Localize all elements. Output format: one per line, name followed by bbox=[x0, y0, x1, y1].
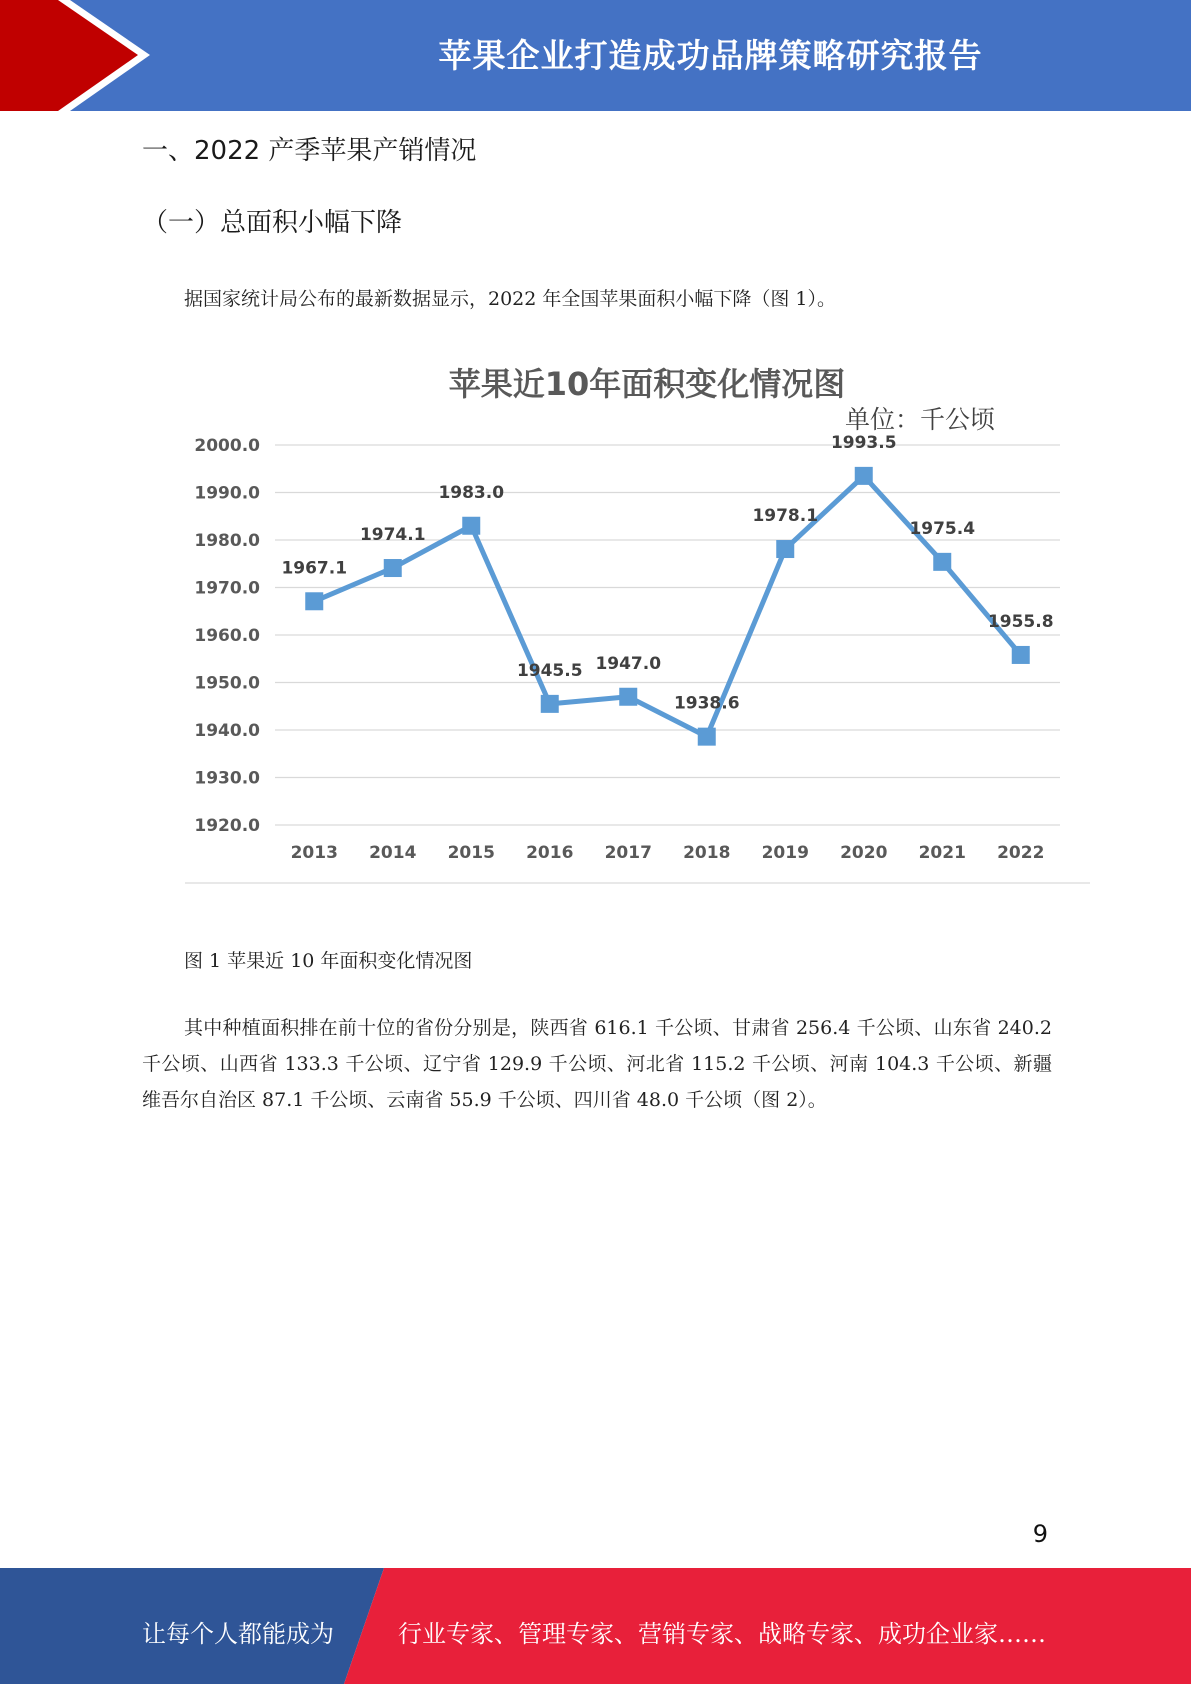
x-tick-label: 2019 bbox=[761, 843, 809, 863]
area-line-chart bbox=[180, 350, 1100, 895]
series-line bbox=[314, 476, 1021, 737]
x-tick-label: 2017 bbox=[604, 843, 652, 863]
data-label: 1938.6 bbox=[673, 693, 740, 714]
x-tick-label: 2014 bbox=[369, 843, 417, 863]
x-tick-label: 2015 bbox=[447, 843, 495, 863]
figure-caption: 图 1 苹果近 10 年面积变化情况图 bbox=[184, 950, 473, 972]
data-label: 1947.0 bbox=[595, 653, 662, 674]
y-tick-label: 1960.0 bbox=[194, 626, 260, 646]
chart-svg bbox=[180, 350, 1100, 895]
data-point-marker bbox=[619, 688, 637, 706]
report-title: 苹果企业打造成功品牌策略研究报告 bbox=[438, 36, 983, 75]
data-point-marker bbox=[384, 559, 402, 577]
footer-slogan-left: 让每个人都能成为 bbox=[142, 1620, 334, 1648]
y-tick-label: 1930.0 bbox=[194, 768, 260, 789]
x-tick-label: 2016 bbox=[526, 843, 574, 863]
section-subheading: （一）总面积小幅下降 bbox=[142, 208, 403, 238]
data-point-marker bbox=[462, 517, 480, 535]
data-point-marker bbox=[855, 467, 873, 485]
x-tick-label: 2020 bbox=[840, 843, 888, 863]
data-point-marker bbox=[541, 695, 559, 713]
chart-title: 苹果近10年面积变化情况图 bbox=[448, 365, 846, 403]
data-point-marker bbox=[698, 728, 716, 746]
data-point-marker bbox=[933, 553, 951, 571]
x-tick-label: 2013 bbox=[290, 843, 338, 863]
data-label: 1993.5 bbox=[830, 432, 897, 453]
data-point-marker bbox=[776, 540, 794, 558]
header-banner bbox=[0, 0, 1191, 111]
y-tick-label: 1970.0 bbox=[194, 578, 260, 599]
y-tick-label: 1950.0 bbox=[194, 673, 260, 694]
section-heading: 一、2022 产季苹果产销情况 bbox=[142, 136, 477, 166]
data-point-marker bbox=[1012, 646, 1030, 664]
x-tick-label: 2018 bbox=[683, 843, 731, 863]
data-label: 1967.1 bbox=[281, 558, 348, 579]
chart-unit-label: 单位：千公顷 bbox=[845, 405, 996, 434]
footer-slogan-right: 行业专家、管理专家、营销专家、战略专家、成功企业家…… bbox=[398, 1620, 1046, 1648]
detail-paragraph: 其中种植面积排在前十位的省份分别是，陕西省 616.1 千公顷、甘肃省 256.4 千公顷、山东省 240.2 千公顷、山西省 133.3 千公顷、辽宁省 129.9 千公顷、河北省 115.2 千公顷、河南 104.3 千公顷、新疆维吾尔自治区 87.1 千公顷、云南省 55.9 千公顷、四川省 48.0 千公顷（图 2）。 bbox=[142, 1017, 1052, 1111]
data-label: 1955.8 bbox=[987, 611, 1054, 632]
data-label: 1974.1 bbox=[359, 525, 426, 546]
intro-paragraph: 据国家统计局公布的最新数据显示，2022 年全国苹果面积小幅下降（图 1）。 bbox=[184, 288, 837, 310]
data-label: 1983.0 bbox=[438, 482, 505, 503]
y-tick-label: 1920.0 bbox=[194, 816, 260, 836]
y-tick-label: 1990.0 bbox=[194, 483, 260, 504]
page-number: 9 bbox=[1032, 1520, 1048, 1548]
footer-banner bbox=[0, 1568, 1191, 1684]
x-tick-label: 2022 bbox=[997, 843, 1045, 863]
x-tick-label: 2021 bbox=[918, 843, 966, 863]
data-label: 1975.4 bbox=[909, 518, 976, 539]
data-point-marker bbox=[305, 592, 323, 610]
data-label: 1978.1 bbox=[752, 506, 819, 527]
y-tick-label: 1980.0 bbox=[194, 531, 260, 551]
header-chevron-decoration bbox=[0, 0, 160, 111]
y-tick-label: 1940.0 bbox=[194, 721, 260, 741]
data-label: 1945.5 bbox=[516, 660, 583, 681]
y-tick-label: 2000.0 bbox=[194, 436, 260, 456]
